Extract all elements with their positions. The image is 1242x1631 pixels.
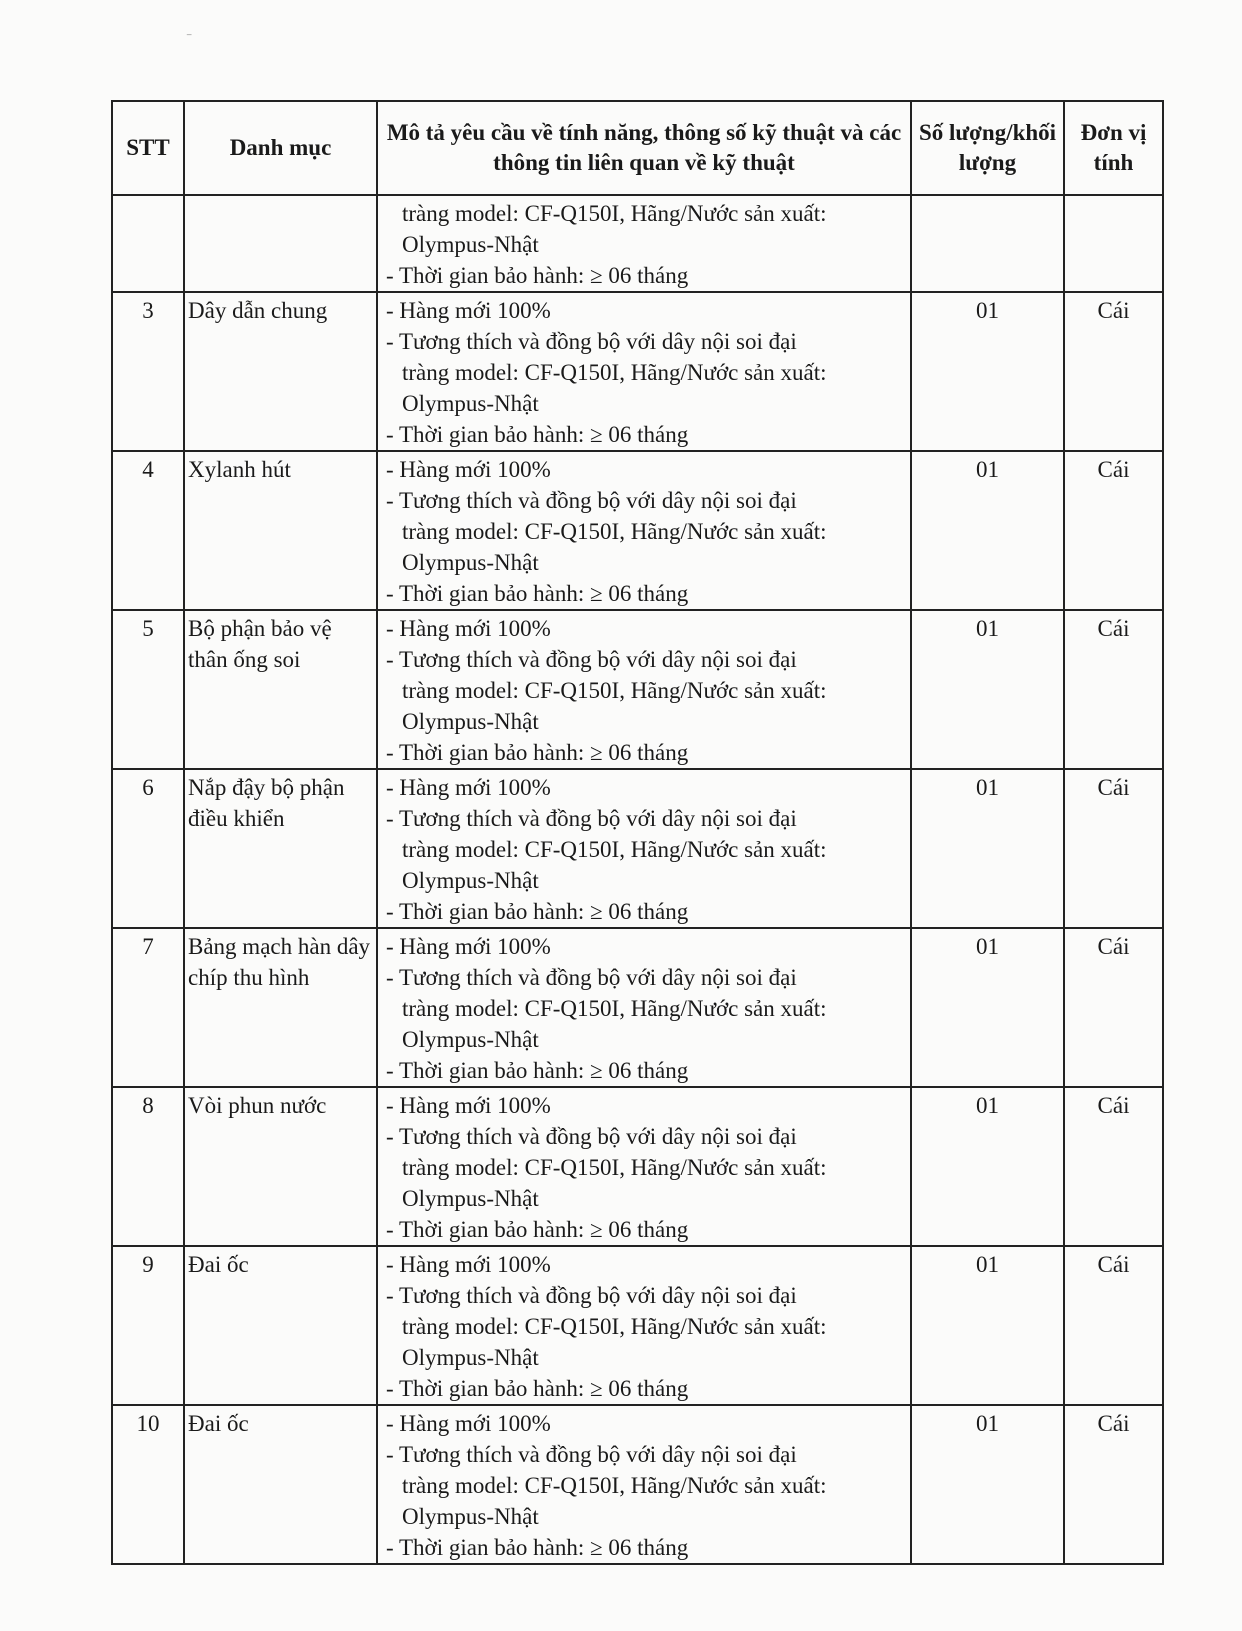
cell-desc — [377, 195, 911, 292]
desc-line: - Thời gian bảo hành: ≥ 06 tháng — [386, 1058, 689, 1083]
desc-line: tràng model: CF-Q150I, Hãng/Nước sản xuất: — [402, 519, 827, 544]
cell-qty: 01 — [911, 451, 1064, 610]
scan-speck: ⁻ — [186, 30, 193, 44]
desc-line: tràng model: CF-Q150I, Hãng/Nước sản xuất: — [402, 1314, 827, 1339]
cell-qty: 01 — [911, 769, 1064, 928]
cell-qty: 01 — [911, 1087, 1064, 1246]
cell-desc — [377, 292, 911, 451]
desc-line: - Thời gian bảo hành: ≥ 06 tháng — [386, 740, 689, 765]
cell-desc — [377, 451, 911, 610]
cell-desc — [377, 1087, 911, 1246]
desc-line: - Tương thích và đồng bộ với dây nội soi đại — [386, 647, 797, 672]
cell-stt: 10 — [112, 1405, 184, 1564]
table-row-continued — [112, 195, 1163, 292]
cell-unit: Cái — [1064, 1087, 1163, 1246]
table-row — [112, 928, 1163, 1087]
desc-line: Olympus-Nhật — [402, 1186, 539, 1211]
desc-line: tràng model: CF-Q150I, Hãng/Nước sản xuất: — [402, 1473, 827, 1498]
desc-line: - Hàng mới 100% — [386, 934, 551, 959]
cell-stt: 7 — [112, 928, 184, 1087]
cell-name: Xylanh hút — [184, 451, 377, 610]
table-row — [112, 1087, 1163, 1246]
desc-line: - Thời gian bảo hành: ≥ 06 tháng — [386, 899, 689, 924]
header-unit: Đơn vị tính — [1064, 101, 1163, 195]
desc-line: - Hàng mới 100% — [386, 616, 551, 641]
table-row — [112, 1405, 1163, 1564]
desc-line: Olympus-Nhật — [402, 391, 539, 416]
desc-line: - Thời gian bảo hành: ≥ 06 tháng — [386, 1535, 689, 1560]
table-row — [112, 292, 1163, 451]
desc-line: - Hàng mới 100% — [386, 775, 551, 800]
desc-line: - Thời gian bảo hành: ≥ 06 tháng — [386, 581, 689, 606]
desc-line: - Hàng mới 100% — [386, 1252, 551, 1277]
cell-qty: 01 — [911, 292, 1064, 451]
desc-line: tràng model: CF-Q150I, Hãng/Nước sản xuất: — [402, 201, 827, 226]
cell-name: Đai ốc — [184, 1246, 377, 1405]
cell-unit: Cái — [1064, 292, 1163, 451]
desc-line: tràng model: CF-Q150I, Hãng/Nước sản xuất: — [402, 1155, 827, 1180]
cell-stt: 4 — [112, 451, 184, 610]
cell-name — [184, 195, 377, 292]
cell-stt: 8 — [112, 1087, 184, 1246]
desc-line: - Thời gian bảo hành: ≥ 06 tháng — [386, 422, 689, 447]
desc-line: Olympus-Nhật — [402, 868, 539, 893]
cell-desc — [377, 928, 911, 1087]
table-row — [112, 610, 1163, 769]
desc-line: - Tương thích và đồng bộ với dây nội soi đại — [386, 329, 797, 354]
desc-line: - Thời gian bảo hành: ≥ 06 tháng — [386, 1376, 689, 1401]
desc-line: Olympus-Nhật — [402, 1027, 539, 1052]
desc-line: - Thời gian bảo hành: ≥ 06 tháng — [386, 263, 689, 288]
cell-name: Bảng mạch hàn dây chíp thu hình — [184, 928, 377, 1087]
desc-line: - Tương thích và đồng bộ với dây nội soi đại — [386, 488, 797, 513]
cell-stt: 6 — [112, 769, 184, 928]
cell-unit — [1064, 195, 1163, 292]
cell-name: Bộ phận bảo vệ thân ống soi — [184, 610, 377, 769]
cell-name: Đai ốc — [184, 1405, 377, 1564]
header-name: Danh mục — [184, 101, 377, 195]
desc-line: Olympus-Nhật — [402, 709, 539, 734]
desc-line: Olympus-Nhật — [402, 550, 539, 575]
cell-qty: 01 — [911, 928, 1064, 1087]
cell-unit: Cái — [1064, 1405, 1163, 1564]
table-header-row — [112, 101, 1163, 195]
desc-line: Olympus-Nhật — [402, 1345, 539, 1370]
table-row — [112, 769, 1163, 928]
desc-line: - Hàng mới 100% — [386, 1093, 551, 1118]
table-row — [112, 1246, 1163, 1405]
desc-line: tràng model: CF-Q150I, Hãng/Nước sản xuất: — [402, 996, 827, 1021]
desc-line: - Tương thích và đồng bộ với dây nội soi đại — [386, 1124, 797, 1149]
cell-unit: Cái — [1064, 1246, 1163, 1405]
cell-qty: 01 — [911, 1405, 1064, 1564]
desc-line: tràng model: CF-Q150I, Hãng/Nước sản xuất: — [402, 837, 827, 862]
cell-stt: 5 — [112, 610, 184, 769]
desc-line: Olympus-Nhật — [402, 232, 539, 257]
desc-line: - Tương thích và đồng bộ với dây nội soi đại — [386, 965, 797, 990]
desc-line: - Thời gian bảo hành: ≥ 06 tháng — [386, 1217, 689, 1242]
desc-line: - Hàng mới 100% — [386, 298, 551, 323]
desc-line: - Hàng mới 100% — [386, 1411, 551, 1436]
cell-qty: 01 — [911, 1246, 1064, 1405]
desc-line: - Tương thích và đồng bộ với dây nội soi đại — [386, 1442, 797, 1467]
cell-desc — [377, 1405, 911, 1564]
cell-unit: Cái — [1064, 451, 1163, 610]
desc-line: tràng model: CF-Q150I, Hãng/Nước sản xuất: — [402, 678, 827, 703]
cell-desc — [377, 1246, 911, 1405]
table-body — [112, 195, 1163, 1564]
header-qty: Số lượng/khối lượng — [911, 101, 1064, 195]
cell-unit: Cái — [1064, 610, 1163, 769]
desc-line: - Tương thích và đồng bộ với dây nội soi đại — [386, 806, 797, 831]
desc-line: Olympus-Nhật — [402, 1504, 539, 1529]
desc-line: - Tương thích và đồng bộ với dây nội soi đại — [386, 1283, 797, 1308]
cell-name: Dây dẫn chung — [184, 292, 377, 451]
cell-name: Nắp đậy bộ phận điều khiển — [184, 769, 377, 928]
desc-line: tràng model: CF-Q150I, Hãng/Nước sản xuất: — [402, 360, 827, 385]
cell-unit: Cái — [1064, 928, 1163, 1087]
cell-unit: Cái — [1064, 769, 1163, 928]
spec-table — [111, 100, 1164, 1565]
header-stt: STT — [112, 101, 184, 195]
table-row — [112, 451, 1163, 610]
cell-qty — [911, 195, 1064, 292]
cell-stt: 9 — [112, 1246, 184, 1405]
cell-qty: 01 — [911, 610, 1064, 769]
cell-stt: 3 — [112, 292, 184, 451]
header-desc: Mô tả yêu cầu về tính năng, thông số kỹ thuật và các thông tin liên quan về kỹ thuật — [377, 101, 911, 195]
cell-desc — [377, 769, 911, 928]
desc-line: - Hàng mới 100% — [386, 457, 551, 482]
cell-name: Vòi phun nước — [184, 1087, 377, 1246]
cell-stt — [112, 195, 184, 292]
cell-desc — [377, 610, 911, 769]
